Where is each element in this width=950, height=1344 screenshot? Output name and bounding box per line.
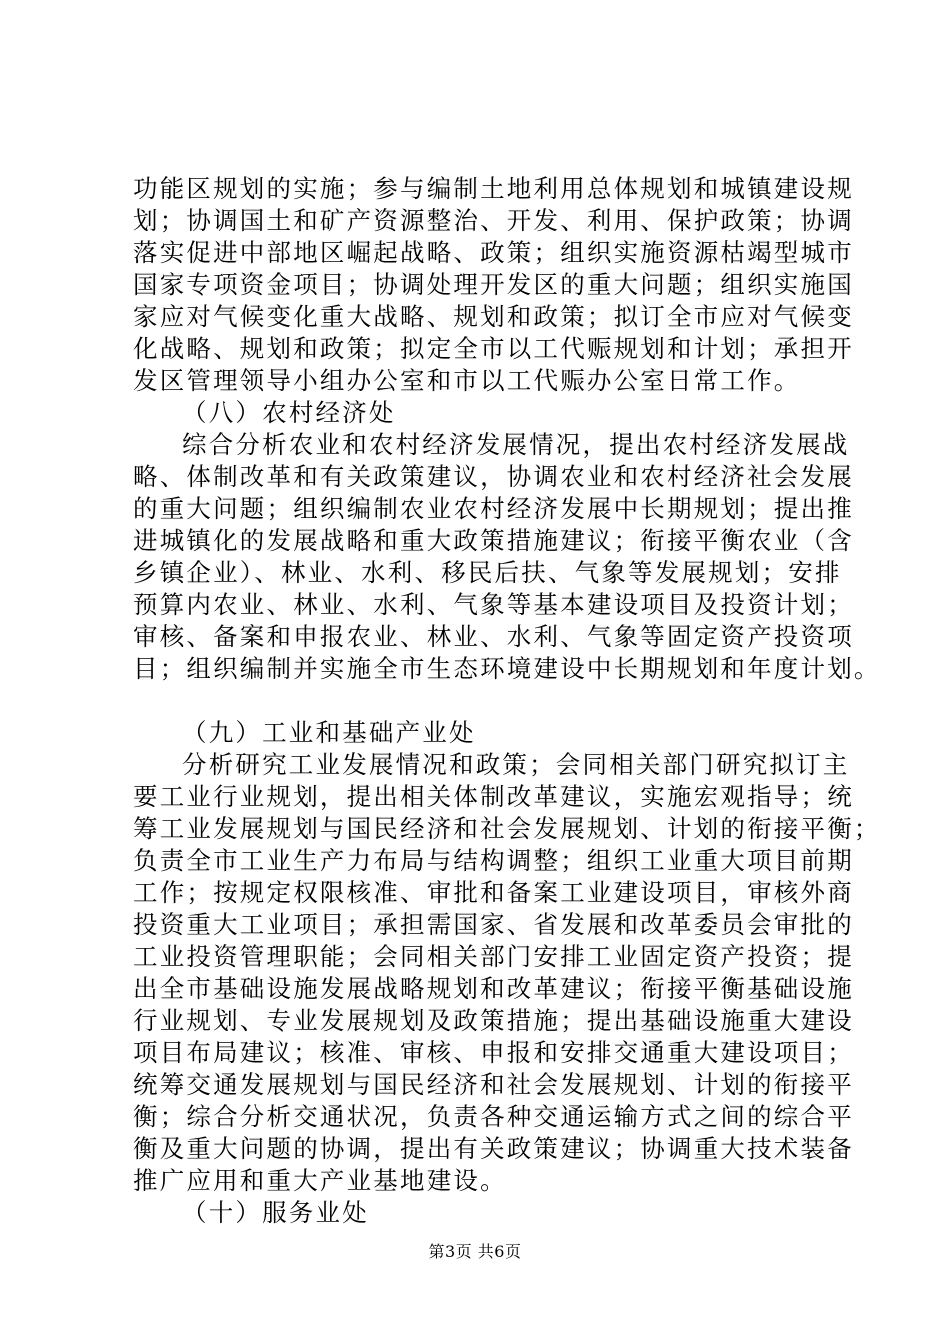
section-heading-10: （十）服务业处 (182, 1198, 369, 1227)
section-heading-9: （九）工业和基础产业处 (182, 718, 476, 747)
page-number: 第3页 共6页 (428, 1242, 522, 1261)
paragraph-line: 筹工业发展规划与国民经济和社会发展规划、计划的衔接平衡； (133, 814, 881, 843)
paragraph-line: 综合分析农业和农村经济发展情况，提出农村经济发展战 (182, 430, 850, 459)
paragraph-line: 略、体制改革和有关政策建议，协调农业和农村经济社会发展 (133, 462, 854, 491)
paragraph-line: 工作；按规定权限核准、审批和备案工业建设项目，审核外商 (133, 878, 854, 907)
paragraph-line: 负责全市工业生产力布局与结构调整；组织工业重大项目前期 (133, 846, 854, 875)
paragraph-line: 统筹交通发展规划与国民经济和社会发展规划、计划的衔接平 (133, 1070, 854, 1099)
paragraph-line: 国家专项资金项目；协调处理开发区的重大问题；组织实施国 (133, 270, 854, 299)
paragraph-line: 行业规划、专业发展规划及政策措施；提出基础设施重大建设 (133, 1006, 854, 1035)
paragraph-line: 投资重大工业项目；承担需国家、省发展和改革委员会审批的 (133, 910, 854, 939)
section-heading-8: （八）农村经济处 (182, 398, 396, 427)
paragraph-line: 衡及重大问题的协调，提出有关政策建议；协调重大技术装备 (133, 1134, 854, 1163)
paragraph-line: 分析研究工业发展情况和政策；会同相关部门研究拟订主 (182, 750, 850, 779)
paragraph-line: 家应对气候变化重大战略、规划和政策；拟订全市应对气候变 (133, 302, 854, 331)
paragraph-line: 功能区规划的实施；参与编制土地利用总体规划和城镇建设规 (133, 174, 854, 203)
paragraph-line: 出全市基础设施发展战略规划和改革建议；衔接平衡基础设施 (133, 974, 854, 1003)
paragraph-line: 预算内农业、林业、水利、气象等基本建设项目及投资计划； (133, 590, 854, 619)
paragraph-line: 进城镇化的发展战略和重大政策措施建议；衔接平衡农业（含 (133, 526, 854, 555)
paragraph-line: 项目布局建议；核准、审核、申报和安排交通重大建设项目； (133, 1038, 854, 1067)
paragraph-line: 的重大问题；组织编制农业农村经济发展中长期规划；提出推 (133, 494, 854, 523)
paragraph-line: 化战略、规划和政策；拟定全市以工代赈规划和计划；承担开 (133, 334, 854, 363)
paragraph-line: 乡镇企业）、林业、水利、移民后扶、气象等发展规划；安排 (133, 558, 842, 587)
paragraph-line: 推广应用和重大产业基地建设。 (133, 1166, 507, 1195)
paragraph-line: 目；组织编制并实施全市生态环境建设中长期规划和年度计划。 (133, 654, 881, 683)
paragraph-line: 划；协调国土和矿产资源整治、开发、利用、保护政策；协调 (133, 206, 854, 235)
paragraph-line: 发区管理领导小组办公室和市以工代赈办公室日常工作。 (133, 366, 801, 395)
paragraph-line: 审核、备案和申报农业、林业、水利、气象等固定资产投资项 (133, 622, 854, 651)
paragraph-line: 工业投资管理职能；会同相关部门安排工业固定资产投资；提 (133, 942, 854, 971)
paragraph-line: 要工业行业规划，提出相关体制改革建议，实施宏观指导；统 (133, 782, 854, 811)
paragraph-line: 落实促进中部地区崛起战略、政策；组织实施资源枯竭型城市 (133, 238, 854, 267)
paragraph-line: 衡；综合分析交通状况，负责各种交通运输方式之间的综合平 (133, 1102, 854, 1131)
